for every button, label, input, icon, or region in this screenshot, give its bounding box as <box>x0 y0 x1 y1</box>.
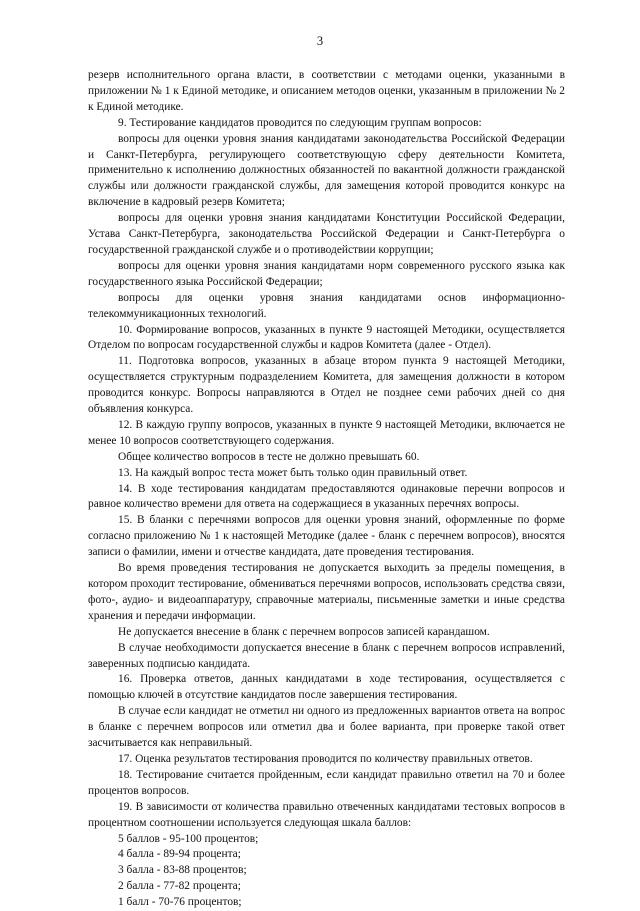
paragraph: 13. На каждый вопрос теста может быть только один правильный ответ. <box>118 466 468 479</box>
paragraph: 1 балл - 70-76 процентов; <box>118 896 242 909</box>
paragraph: 17. Оценка результатов тестирования проводится по количеству правильных ответов. <box>118 752 533 765</box>
paragraph: 14. В ходе тестирования кандидатам предоставляются одинаковые перечни вопросов и равное количество времени для ответа на содержащиеся в указанных перечнях вопросы. <box>88 482 565 511</box>
paragraph: 19. В зависимости от количества правильно отвеченных кандидатами тестовых вопросов в процентном соотношении используется следующая шкала баллов: <box>88 800 565 829</box>
paragraph: 15. В бланки с перечнями вопросов для оценки уровня знаний, оформленные по форме согласно приложению № 1 к настоящей Методике (далее - бланк с перечнем вопросов), вносятся записи о фамилии, имени и отчестве кандидата, дате проведения тестирования. <box>88 514 565 559</box>
paragraph: 9. Тестирование кандидатов проводится по следующим группам вопросов: <box>118 116 482 129</box>
document-body <box>88 68 565 911</box>
paragraph: В случае если кандидат не отметил ни одного из предложенных вариантов ответа на вопрос в бланке с перечнем вопросов или отметил два и более варианта, при проверке такой ответ засчитывается как неправильный. <box>88 705 565 750</box>
paragraph: вопросы для оценки уровня знания кандидатами Конституции Российской Федерации, Устава Санкт-Петербурга, законодательства Российской Федерации и Санкт-Петербурга о государственной гражданской службе и о противодействии коррупции; <box>88 212 565 256</box>
paragraph: 5 баллов - 95-100 процентов; <box>118 832 259 845</box>
paragraph: Общее количество вопросов в тесте не должно превышать 60. <box>118 450 420 463</box>
paragraph: 10. Формирование вопросов, указанных в пункте 9 настоящей Методики, осуществляется Отделом по вопросам государственной службы и кадров Комитета (далее - Отдел). <box>88 323 565 352</box>
page-number: 3 <box>316 34 324 48</box>
paragraph: вопросы для оценки уровня знания кандидатами норм современного русского языка как государственного языка Российской Федерации; <box>88 259 565 288</box>
paragraph: Во время проведения тестирования не допускается выходить за пределы помещения, в котором проходит тестирование, обмениваться перечнями вопросов, использовать средства связи, фото-, аудио- и видеоаппаратуру, справочные материалы, письменные заметки и иные средства хранения и передачи информации. <box>88 562 565 622</box>
paragraph: вопросы для оценки уровня знания кандидатами законодательства Российской Федерации и Санкт-Петербурга, регулирующего соответствующую сферу деятельности Комитета, применительно к исполнению должностных обязанностей по вакантной должности гражданской службы или должности гражданской службы, для замещения которой проводится конкурс на включение в кадровый резерв Комитета; <box>88 132 565 209</box>
paragraph: 4 балла - 89-94 процента; <box>118 848 241 861</box>
paragraph: 11. Подготовка вопросов, указанных в абзаце втором пункта 9 настоящей Методики, осуществляется структурным подразделением Комитета, для замещения должности в котором проводится конкурс. Вопросы направляются в Отдел не позднее семи рабочих дней со дня объявления конкурса. <box>88 355 565 416</box>
paragraph: резерв исполнительного органа власти, в соответствии с методами оценки, указанными в приложении № 1 к Единой методике, и описанием методов оценки, указанным в приложении № 2 к Единой методике. <box>88 69 565 113</box>
paragraph: 2 балла - 77-82 процента; <box>118 880 241 893</box>
paragraph: 16. Проверка ответов, данных кандидатами в ходе тестирования, осуществляется с помощью ключей в отсутствие кандидатов после завершения тестирования. <box>88 673 565 702</box>
paragraph: 3 балла - 83-88 процентов; <box>118 864 247 877</box>
paragraph: 12. В каждую группу вопросов, указанных в пункте 9 настоящей Методики, включается не менее 10 вопросов соответствующего содержания. <box>88 418 565 447</box>
paragraph: Не допускается внесение в бланк с перечнем вопросов записей карандашом. <box>118 625 490 638</box>
paragraph: В случае необходимости допускается внесение в бланк с перечнем вопросов исправлений, заверенных подписью кандидата. <box>88 641 565 670</box>
paragraph: 18. Тестирование считается пройденным, если кандидат правильно ответил на 70 и более процентов вопросов. <box>88 768 565 797</box>
paragraph: вопросы для оценки уровня знания кандидатами основ информационно-телекоммуникационных технологий. <box>88 291 565 320</box>
